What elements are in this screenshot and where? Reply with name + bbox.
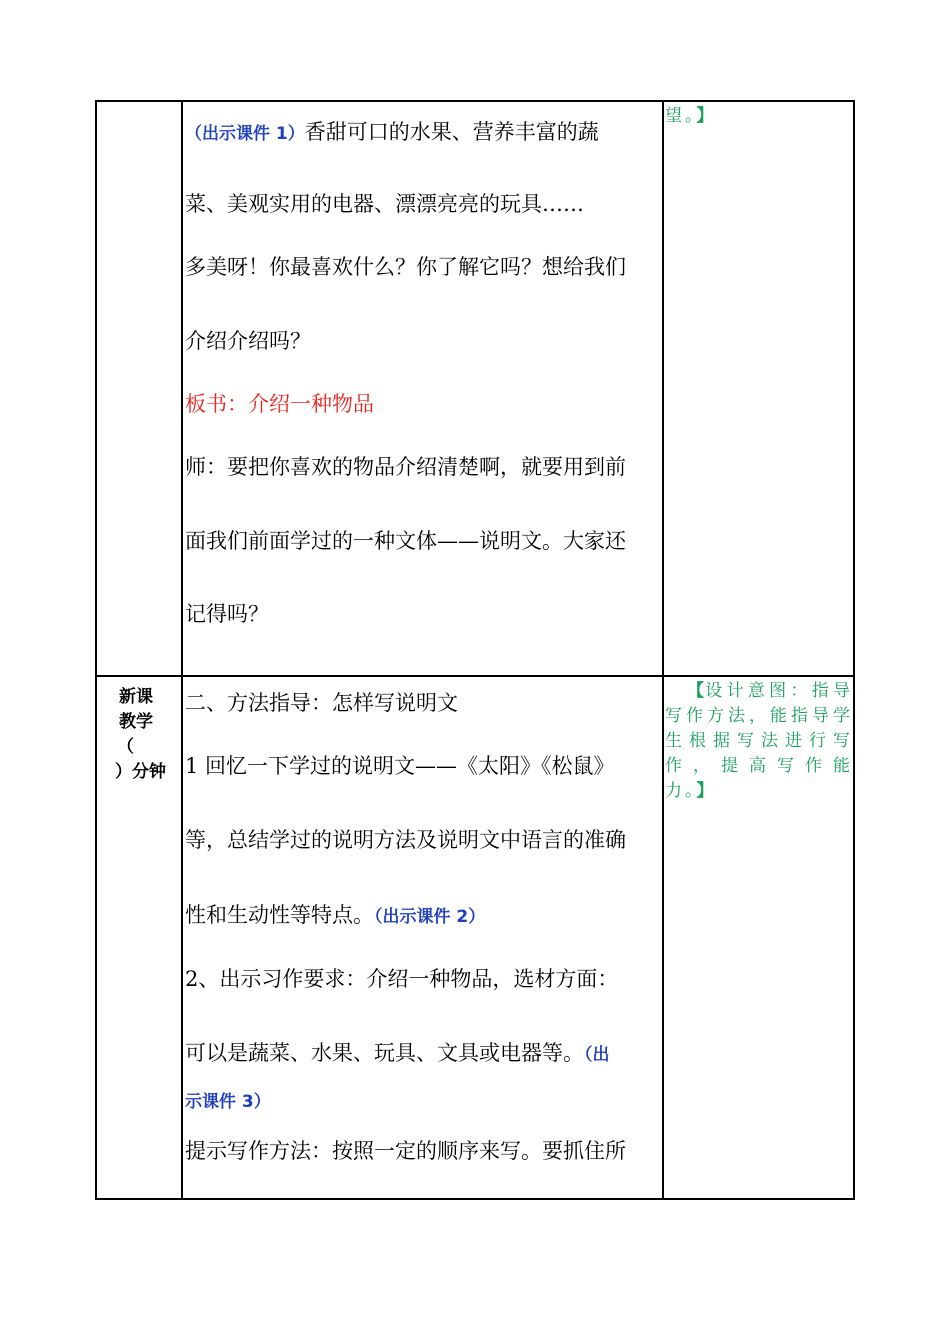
row2-line-2: 1 回忆一下学过的说明文——《太阳》《松鼠》 <box>185 754 615 778</box>
design-intent-line-3: 生根据写法进行写 <box>665 731 853 751</box>
board-writing: 板书：介绍一种物品 <box>185 392 374 416</box>
design-intent-line-2: 写作方法，能指导学 <box>665 706 853 726</box>
row2-line-4 <box>185 903 485 929</box>
section-label-line-4: ）分钟 <box>115 762 166 782</box>
section-label-line-1: 新课 <box>119 687 153 707</box>
design-intent-line-1 <box>665 679 853 703</box>
design-intent-line-4: 作，提高写作能 <box>665 756 853 776</box>
row2-line-6-text: 可以是蔬菜、水果、玩具、文具或电器等。 <box>185 1041 584 1065</box>
design-intent-line-5 <box>665 779 714 803</box>
row1-line-3: 多美呀！你最喜欢什么？你了解它吗？想给我们 <box>185 255 626 279</box>
row2-line-8: 提示写作方法：按照一定的顺序来写。要抓住所 <box>185 1139 626 1163</box>
row2-line-5: 2、出示习作要求：介绍一种物品，选材方面： <box>185 967 619 991</box>
row1-line-2: 菜、美观实用的电器、漂漂亮亮的玩具…… <box>185 192 584 216</box>
row1-note-cell <box>664 102 855 675</box>
row1-note <box>665 104 714 128</box>
section-label-line-3: （ <box>117 737 134 757</box>
row1-note-close-bracket: 】 <box>696 106 714 126</box>
row2-line-6 <box>185 1041 610 1067</box>
row2-section-cell <box>97 677 181 1200</box>
courseware-1-tag: （出示课件 1） <box>185 124 305 144</box>
section-label-line-2: 教学 <box>119 712 153 732</box>
design-intent-text-1: 设计意图：指导 <box>705 681 854 701</box>
row2-line-4-text: 性和生动性等特点。 <box>185 903 374 927</box>
lesson-plan-table <box>95 100 855 1200</box>
row1-content-cell <box>183 102 661 675</box>
row2-line-1: 二、方法指导：怎样写说明文 <box>185 691 458 715</box>
courseware-3-tag-start: （出 <box>584 1045 610 1065</box>
design-intent-text-5: 力。 <box>665 781 697 801</box>
row1-line-8: 记得吗？ <box>185 602 269 626</box>
row2-content-cell <box>183 677 661 1200</box>
row2-note-cell <box>664 677 855 1200</box>
design-intent-close-bracket: 】 <box>696 781 714 801</box>
row1-line-1-text: 香甜可口的水果、营养丰富的蔬 <box>304 120 599 144</box>
row1-line-4: 介绍介绍吗？ <box>185 329 311 353</box>
row1-line-7: 面我们前面学过的一种文体——说明文。大家还 <box>185 529 626 553</box>
courseware-3-tag-end: 示课件 3） <box>185 1092 271 1112</box>
row1-line-1 <box>185 120 599 146</box>
row2-line-3: 等，总结学过的说明方法及说明文中语言的准确 <box>185 828 626 852</box>
row1-note-text: 望。 <box>665 106 697 126</box>
courseware-2-tag: （出示课件 2） <box>374 907 486 927</box>
design-intent-open-bracket: 【 <box>687 681 706 701</box>
row1-line-6: 师：要把你喜欢的物品介绍清楚啊，就要用到前 <box>185 455 626 479</box>
